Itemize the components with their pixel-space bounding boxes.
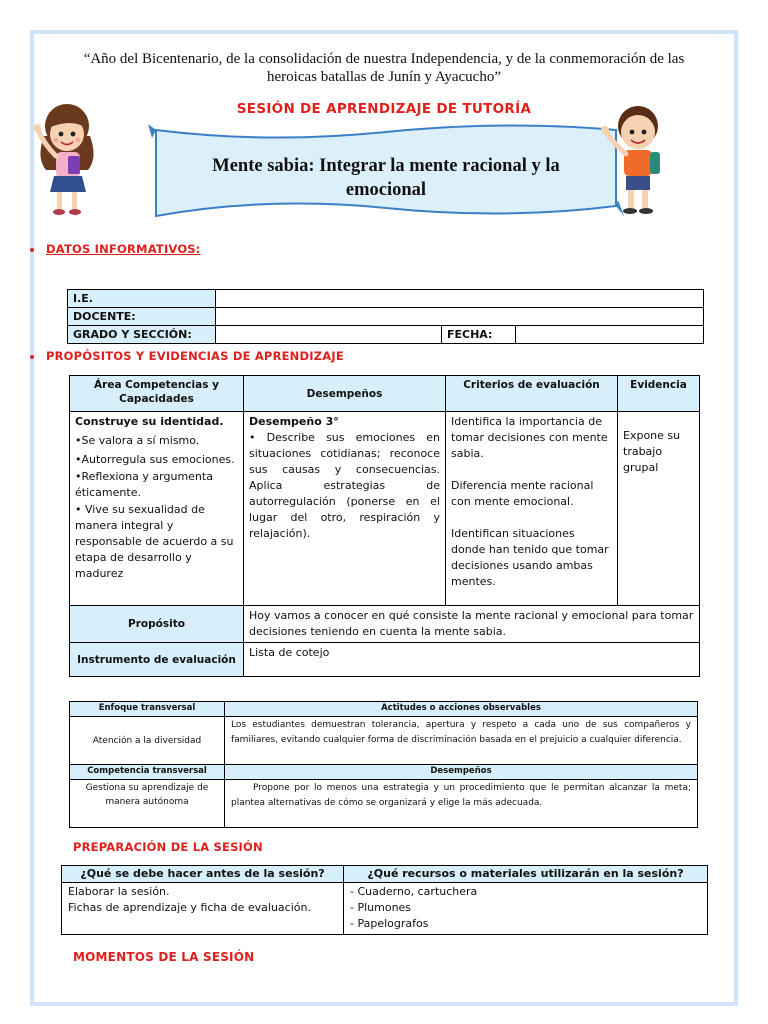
session-title-line2: emocional xyxy=(345,180,427,200)
girl-illustration xyxy=(30,96,104,220)
instrumento-label: Instrumento de evaluación xyxy=(70,643,244,677)
header-desempenos: Desempeños xyxy=(244,376,446,412)
propositos-table xyxy=(69,375,700,677)
recurso-item: - Cuaderno, cartuchera xyxy=(350,885,478,898)
header-area-competencias: Área Competencias y Capacidades xyxy=(70,376,244,412)
momentos-heading: MOMENTOS DE LA SESIÓN xyxy=(73,950,255,964)
fecha-value-field[interactable] xyxy=(516,326,704,344)
capacidad-item: •Reflexiona y argumenta éticamente. xyxy=(75,470,213,499)
criterios-cell xyxy=(446,412,618,606)
competencias-cell xyxy=(70,412,244,606)
grado-value-field[interactable] xyxy=(216,326,442,344)
proposito-label: Propósito xyxy=(70,606,244,643)
recursos-header: ¿Qué recursos o materiales utilizarán en la sesión? xyxy=(344,866,708,883)
desempeno-text: • Describe sus emociones en situaciones cotidianas; reconoce sus causas y consecuencias. Aplica estrategias de autorregulación (ponerse en el lugar del otro, respiración y relajación). xyxy=(249,431,440,540)
criterio-item: Identifica la importancia de tomar decisiones con mente sabia. xyxy=(451,415,608,460)
datos-heading xyxy=(30,242,201,256)
actitudes-header: Actitudes o acciones observables xyxy=(225,702,698,717)
desempenos-transversal-text: Propone por lo menos una estrategia y un procedimiento que le permitan alcanzar la meta; plantea alternativas de cómo se organizará y elige la más adecuada. xyxy=(225,780,698,828)
datos-informativos-table xyxy=(67,289,704,344)
enfoque-transversal-table xyxy=(69,701,698,828)
docente-label: DOCENTE: xyxy=(68,308,216,326)
desempenos-cell xyxy=(244,412,446,606)
criterio-item: Identifican situaciones donde han tenido que tomar decisiones usando ambas mentes. xyxy=(451,527,609,588)
recursos-cell xyxy=(344,883,708,935)
enfoque-value: Atención a la diversidad xyxy=(70,717,225,765)
ie-value-field[interactable] xyxy=(216,290,704,308)
enfoque-header: Enfoque transversal xyxy=(70,702,225,717)
antes-header: ¿Qué se debe hacer antes de la sesión? xyxy=(62,866,344,883)
session-title xyxy=(170,154,602,202)
actitudes-text: Los estudiantes demuestran tolerancia, apertura y respeto a cada uno de sus compañeros y familiares, evitando cualquier forma de discriminación basada en el prejuicio a cualquier diferencia. xyxy=(225,717,698,765)
preparacion-table xyxy=(61,865,708,935)
preparacion-heading: PREPARACIÓN DE LA SESIÓN xyxy=(73,840,263,854)
fecha-label: FECHA: xyxy=(442,326,516,344)
antes-item: Elaborar la sesión. xyxy=(68,885,170,898)
desempeno-title: Desempeño 3° xyxy=(249,415,339,428)
bullet-icon xyxy=(30,355,34,359)
header-quote: “Año del Bicentenario, de la consolidación de nuestra Independencia, y de la conmemoración de las heroicas batallas de Junín y Ayacucho” xyxy=(83,51,685,85)
desempenos-transversal-header: Desempeños xyxy=(225,765,698,780)
datos-heading-text: DATOS INFORMATIVOS: xyxy=(46,242,201,256)
antes-item: Fichas de aprendizaje y ficha de evaluación. xyxy=(68,901,311,914)
capacidad-item: •Se valora a sí mismo. xyxy=(75,434,200,447)
docente-value-field[interactable] xyxy=(216,308,704,326)
competencia-transversal-value: Gestiona su aprendizaje de manera autónoma xyxy=(70,780,225,828)
instrumento-text: Lista de cotejo xyxy=(244,643,700,677)
capacidad-item: •Autorregula sus emociones. xyxy=(75,453,235,466)
header-criterios: Criterios de evaluación xyxy=(446,376,618,412)
recurso-item: - Plumones xyxy=(350,901,412,914)
recurso-item: - Papelografos xyxy=(350,917,429,930)
competencia-transversal-header: Competencia transversal xyxy=(70,765,225,780)
header-evidencia: Evidencia xyxy=(618,376,700,412)
propositos-heading xyxy=(30,349,344,363)
capacidad-item: • Vive su sexualidad de manera integral y responsable de acuerdo a su etapa de desarrollo y madurez xyxy=(75,503,234,580)
antes-cell xyxy=(62,883,344,935)
competencia-title: Construye su identidad. xyxy=(75,415,224,428)
session-type-title: SESIÓN DE APRENDIZAJE DE TUTORÍA xyxy=(236,101,532,117)
evidencia-cell: Expone su trabajo grupal xyxy=(618,412,700,606)
boy-illustration xyxy=(600,98,680,220)
grado-label: GRADO Y SECCIÓN: xyxy=(68,326,216,344)
proposito-text: Hoy vamos a conocer en qué consiste la mente racional y emocional para tomar decisiones teniendo en cuenta la mente sabia. xyxy=(244,606,700,643)
session-title-line1: Mente sabia: Integrar la mente racional y la xyxy=(212,156,560,176)
bullet-icon xyxy=(30,248,34,252)
criterio-item: Diferencia mente racional con mente emocional. xyxy=(451,479,594,508)
propositos-heading-text: PROPÓSITOS Y EVIDENCIAS DE APRENDIZAJE xyxy=(46,349,344,363)
ie-label: I.E. xyxy=(68,290,216,308)
